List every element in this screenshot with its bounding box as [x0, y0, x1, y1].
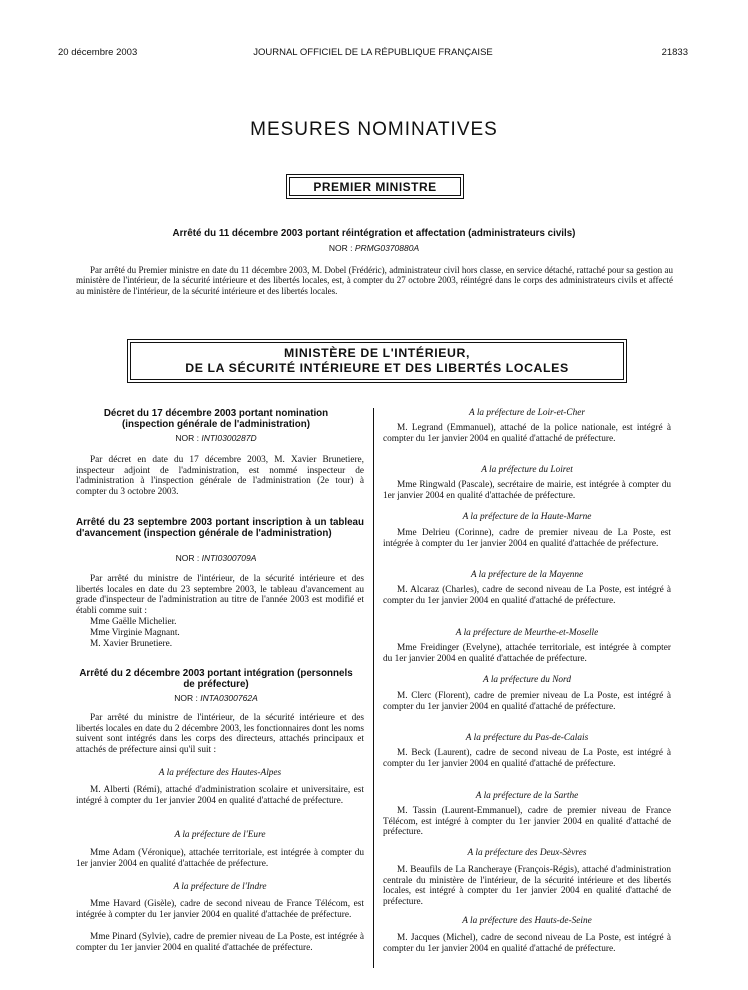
integration-entry-text: M. Legrand (Emmanuel), attaché de la police nationale, est intégré à compter du 1er janvier 2004 en qualité d'attaché de préfecture.	[383, 423, 671, 444]
nor-code: INTI0300287D	[201, 433, 257, 443]
header-journal-title: JOURNAL OFFICIEL DE LA RÉPUBLIQUE FRANÇAISE	[253, 47, 493, 58]
prefecture-heading: A la préfecture de Loir-et-Cher	[468, 408, 585, 418]
section-title: PREMIER MINISTRE	[289, 177, 461, 196]
integration-entry-text: Mme Delrieu (Corinne), cadre de premier niveau de La Poste, est intégrée à compter du 1er janvier 2004 en qualité d'attachée de préfecture.	[383, 528, 671, 549]
integration-entry-text: Mme Ringwald (Pascale), secrétaire de mairie, est intégrée à compter du 1er janvier 2004 en qualité d'attachée de préfecture.	[383, 480, 671, 501]
arrete-reintegration-nor	[60, 243, 688, 253]
arrete-tableau-avancement-title: Arrêté du 23 septembre 2003 portant inscription à un tableau d'avancement (inspection générale de l'administration)	[76, 517, 364, 539]
prefecture-heading: A la préfecture du Loiret	[481, 465, 573, 475]
prefecture-heading: A la préfecture de l'Indre	[173, 882, 267, 892]
arrete-tableau-avancement-text: Par arrêté du ministre de l'intérieur, de la sécurité intérieure et des libertés locales en date du 23 septembre 2003, le tableau d'avancement au grade d'inspecteur de l'administration au titre de l'année 2003 est modifié et établi comme suit :	[76, 574, 364, 616]
prefecture-heading: A la préfecture des Hauts-de-Seine	[462, 916, 592, 926]
list-item: M. Xavier Brunetiere.	[90, 638, 173, 649]
integration-entry-text: M. Alcaraz (Charles), cadre de second niveau de La Poste, est intégré à compter du 1er janvier 2004 en qualité d'attaché de préfecture.	[383, 585, 671, 606]
arrete-integration-intro: Par arrêté du ministre de l'intérieur, de la sécurité intérieure et des libertés locales en date du 2 décembre 2003, les fonctionnaires dont les noms suivent sont intégrés dans les corps des directeurs, attachés principaux et attachés de préfecture ainsi qu'il suit :	[76, 713, 364, 755]
tableau-avancement-names	[76, 617, 364, 649]
prefecture-heading: A la préfecture de la Mayenne	[470, 570, 584, 580]
prefecture-heading: A la préfecture des Hautes-Alpes	[158, 768, 282, 778]
running-header	[58, 47, 688, 61]
nor-label: NOR :	[175, 553, 200, 563]
column-divider	[373, 408, 374, 968]
arrete-integration-nor	[76, 693, 356, 703]
integration-entry-text: Mme Adam (Véronique), attachée territoriale, est intégrée à compter du 1er janvier 2004 en qualité d'attachée de préfecture.	[76, 848, 364, 869]
integration-entry-text: M. Jacques (Michel), cadre de second niveau de La Poste, est intégré à compter du 1er janvier 2004 en qualité d'attaché de préfecture.	[383, 933, 671, 954]
arrete-reintegration-title: Arrêté du 11 décembre 2003 portant réintégration et affectation (administrateurs civils)	[172, 228, 576, 239]
integration-entry-text: M. Tassin (Laurent-Emmanuel), cadre de premier niveau de France Télécom, est intégré à compter du 1er janvier 2004 en qualité d'attaché de préfecture.	[383, 806, 671, 838]
integration-entry-text: M. Alberti (Rémi), attaché d'administration scolaire et universitaire, est intégré à compter du 1er janvier 2004 en qualité d'attaché de préfecture.	[76, 785, 364, 806]
arrete-integration-title: Arrêté du 2 décembre 2003 portant intégration (personnels de préfecture)	[79, 668, 353, 690]
integration-entry-text: M. Beaufils de La Rancheraye (François-Régis), attaché d'administration centrale du ministère de l'intérieur, de la sécurité intérieure et des libertés locales, est intégré à compter du 1er janvier 2004 en qualité d'attaché de préfecture.	[383, 865, 671, 907]
nor-code: INTA0300762A	[200, 693, 258, 703]
prefecture-heading: A la préfecture de l'Eure	[174, 830, 266, 840]
arrete-tableau-avancement-nor	[76, 553, 356, 563]
integration-entry-text: M. Beck (Laurent), cadre de second niveau de La Poste, est intégré à compter du 1er janvier 2004 en qualité d'attaché de préfecture.	[383, 748, 671, 769]
header-date: 20 décembre 2003	[58, 47, 138, 58]
integration-entry-text: Mme Pinard (Sylvie), cadre de premier niveau de La Poste, est intégrée à compter du 1er janvier 2004 en qualité d'attachée de préfecture.	[76, 932, 364, 953]
integration-entry-text: M. Clerc (Florent), cadre de premier niveau de La Poste, est intégré à compter du 1er janvier 2004 en qualité d'attaché de préfecture.	[383, 691, 671, 712]
decret-nomination-text: Par décret en date du 17 décembre 2003, M. Xavier Brunetiere, inspecteur adjoint de l'administration, est nommé inspecteur de l'administration à l'inspection générale de l'administration (2e tour) à compter du 3 octobre 2003.	[76, 455, 364, 497]
prefecture-heading: A la préfecture des Deux-Sèvres	[467, 848, 587, 858]
list-item: Mme Virginie Magnant.	[90, 627, 180, 638]
section-title-line-1: MINISTÈRE DE L'INTÉRIEUR,	[284, 346, 470, 360]
nor-label: NOR :	[174, 693, 198, 703]
decret-nomination-title: Décret du 17 décembre 2003 portant nomination (inspection générale de l'administration)	[103, 408, 329, 430]
integration-entry-text: Mme Havard (Gisèle), cadre de second niveau de France Télécom, est intégrée à compter du 1er janvier 2004 en qualité d'attachée de préfecture.	[76, 899, 364, 920]
section-title	[130, 342, 624, 380]
nor-label: NOR :	[175, 433, 199, 443]
prefecture-heading: A la préfecture du Pas-de-Calais	[465, 733, 589, 743]
section-title-box-premier-ministre	[286, 174, 464, 199]
section-title-line-2: DE LA SÉCURITÉ INTÉRIEURE ET DES LIBERTÉS LOCALES	[185, 361, 569, 375]
nor-code: PRMG0370880A	[354, 243, 420, 253]
integration-entry-text: Mme Freidinger (Evelyne), attachée territoriale, est intégrée à compter du 1er janvier 2004 en qualité d'attachée de préfecture.	[383, 643, 671, 664]
main-title: MESURES NOMINATIVES	[250, 119, 498, 140]
decret-nomination-nor	[76, 433, 356, 443]
prefecture-heading: A la préfecture de la Haute-Marne	[462, 512, 592, 522]
list-item: Mme Gaëlle Michelier.	[90, 617, 177, 627]
prefecture-heading: A la préfecture de Meurthe-et-Moselle	[455, 628, 599, 638]
arrete-reintegration-text: Par arrêté du Premier ministre en date du 11 décembre 2003, M. Dobel (Frédéric), administrateur civil hors classe, en service détaché, rattaché pour sa gestion au ministère de l'intérieur, de la sécurité intérieure et des libertés locales, est, à compter du 27 octobre 2003, réintégré dans le corps des administrateurs civils et affecté au ministère de l'intérieur, de la sécurité intérieure et des libertés locales.	[76, 265, 673, 296]
nor-label: NOR :	[328, 243, 353, 253]
header-page-number: 21833	[661, 47, 688, 58]
nor-code: INTI0300709A	[201, 553, 257, 563]
prefecture-heading: A la préfecture du Nord	[483, 675, 571, 685]
section-title-box-ministere-interieur	[127, 339, 627, 383]
prefecture-heading: A la préfecture de la Sarthe	[475, 791, 579, 801]
